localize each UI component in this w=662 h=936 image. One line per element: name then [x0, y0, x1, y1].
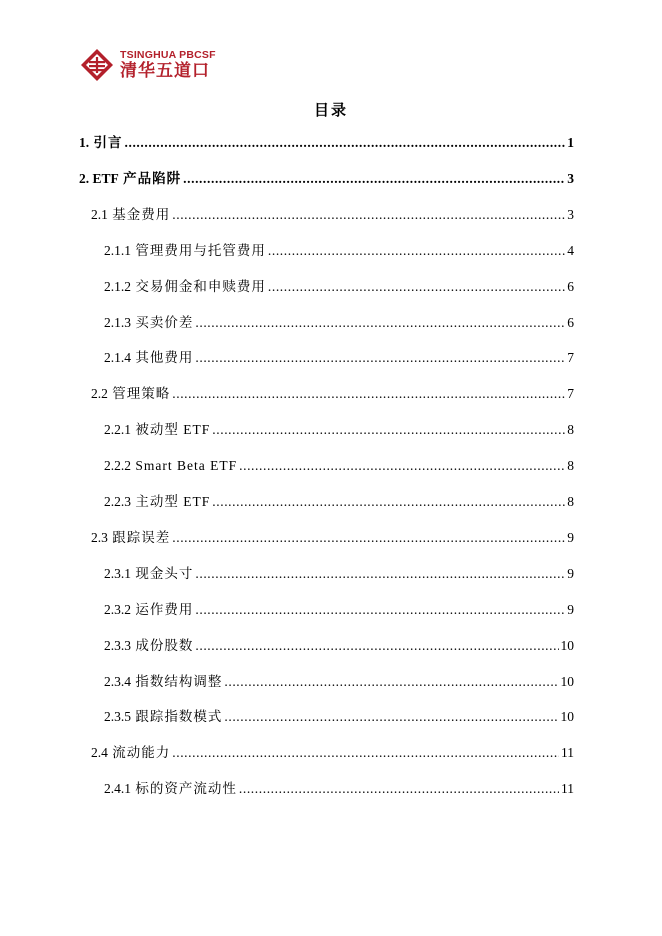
toc-entry-number: 1.	[79, 135, 90, 150]
toc-entry-number: 2.1.4	[104, 350, 131, 365]
toc-entry-number: 2.4	[91, 745, 108, 760]
toc-entry-text: 管理策略	[107, 386, 171, 401]
toc-entry[interactable]	[91, 528, 574, 548]
toc-entry-number: 2.2	[91, 386, 108, 401]
toc-dot-leader	[212, 420, 565, 440]
toc-entry-label	[104, 241, 266, 261]
logo-english-name: TSINGHUA PBCSF	[120, 48, 216, 61]
toc-page-number: 4	[567, 243, 574, 258]
toc-entry-text: 主动型 ETF	[131, 494, 211, 509]
toc-entry-label	[104, 492, 210, 512]
toc-dot-leader	[239, 456, 565, 476]
toc-entry-number: 2.3.1	[104, 566, 131, 581]
toc-entry[interactable]	[104, 456, 574, 476]
toc-entry-label	[104, 313, 193, 333]
toc-page-number: 8	[567, 458, 574, 473]
logo-text	[120, 50, 216, 81]
toc-page-number: 9	[567, 530, 574, 545]
toc-page-number: 3	[567, 207, 574, 222]
toc-entry-number: 2.4.1	[104, 781, 131, 796]
toc-entry[interactable]	[104, 636, 574, 656]
toc-entry-text: 跟踪指数模式	[131, 709, 223, 724]
toc-entry-label	[104, 600, 193, 620]
toc-dot-leader	[195, 313, 565, 333]
toc-page-number: 8	[567, 494, 574, 509]
toc-dot-leader	[224, 672, 558, 692]
toc-entry-number: 2.1	[91, 207, 108, 222]
toc-entry-text: 基金费用	[107, 207, 171, 222]
toc-entry[interactable]	[104, 672, 574, 692]
toc-entry-text: 其他费用	[131, 350, 194, 365]
toc-entry-number: 2.3.5	[104, 709, 131, 724]
toc-entry-number: 2.3	[91, 530, 108, 545]
toc-dot-leader	[212, 492, 565, 512]
toc-entry[interactable]	[104, 313, 574, 333]
toc-entry-label	[91, 205, 170, 225]
toc-entry-number: 2.2.1	[104, 422, 131, 437]
toc-entry-label	[104, 707, 222, 727]
toc-dot-leader	[172, 743, 559, 763]
toc-page-number: 6	[567, 279, 574, 294]
toc-entry-label	[104, 564, 193, 584]
toc-page-number: 10	[560, 638, 574, 653]
toc-entry[interactable]	[104, 241, 574, 261]
toc-entry[interactable]	[104, 277, 574, 297]
toc-entry-number: 2.3.4	[104, 674, 131, 689]
toc-entry-label	[91, 384, 170, 404]
toc-page-number: 7	[567, 386, 574, 401]
toc-entry-label	[79, 169, 181, 189]
toc-page-number: 9	[567, 566, 574, 581]
toc-dot-leader	[224, 707, 558, 727]
toc-entry-text: 买卖价差	[131, 315, 194, 330]
toc-entry-label	[104, 636, 193, 656]
toc-page-number: 10	[560, 709, 574, 724]
toc-entry-text: 被动型 ETF	[131, 422, 211, 437]
toc-entry[interactable]	[91, 205, 574, 225]
toc-title: 目录	[313, 101, 348, 119]
toc-entry-text: 交易佣金和申赎费用	[131, 279, 266, 294]
toc-page-number: 11	[561, 745, 574, 760]
toc-entry[interactable]	[104, 348, 574, 368]
toc-entry-number: 2.1.2	[104, 279, 131, 294]
toc-entry-label	[104, 672, 222, 692]
toc-entry-text: 流动能力	[107, 745, 171, 760]
toc-dot-leader	[172, 205, 565, 225]
toc-entry-text: 运作费用	[131, 602, 194, 617]
toc-dot-leader	[125, 133, 566, 153]
toc-entry[interactable]	[91, 384, 574, 404]
toc-dot-leader	[172, 528, 565, 548]
toc-entry-text: 管理费用与托管费用	[131, 243, 266, 258]
toc-page-number: 8	[567, 422, 574, 437]
toc-page-number: 11	[561, 781, 574, 796]
toc-dot-leader	[172, 384, 565, 404]
logo-chinese-name: 清华五道口	[120, 61, 210, 82]
toc-dot-leader	[183, 169, 565, 189]
toc-page-number: 10	[560, 674, 574, 689]
toc-page-number: 3	[567, 171, 574, 186]
toc-entry-text: 成份股数	[131, 638, 194, 653]
toc-dot-leader	[239, 779, 559, 799]
toc-entry-number: 2.1.1	[104, 243, 131, 258]
toc-entry[interactable]	[79, 169, 574, 189]
toc-page-number: 9	[567, 602, 574, 617]
toc-dot-leader	[268, 241, 565, 261]
toc-entry-label	[79, 133, 123, 153]
toc-entry[interactable]	[104, 564, 574, 584]
toc-page-number: 6	[567, 315, 574, 330]
toc-entry[interactable]	[104, 779, 574, 799]
toc-entry[interactable]	[91, 743, 574, 763]
toc-dot-leader	[195, 348, 565, 368]
toc-entry[interactable]	[104, 707, 574, 727]
toc-dot-leader	[195, 636, 558, 656]
toc-entry[interactable]	[104, 420, 574, 440]
toc-entry-label	[91, 743, 170, 763]
toc-entry-text: 产品陷阱	[118, 171, 182, 186]
toc-page-number: 7	[567, 350, 574, 365]
toc-entry-label	[91, 528, 170, 548]
toc-entry-number: 2.2.2	[104, 458, 131, 473]
toc-entry-text: Smart Beta ETF	[131, 458, 238, 473]
toc-dot-leader	[195, 564, 565, 584]
toc-entry[interactable]	[79, 133, 574, 153]
toc-entry-text: 引言	[89, 135, 123, 150]
toc-entry-label	[104, 779, 237, 799]
pbcsf-emblem-icon	[80, 48, 114, 82]
toc-entry-number: 2.3.3	[104, 638, 131, 653]
toc-entry-label	[104, 348, 193, 368]
toc-entry-label	[104, 277, 266, 297]
toc-entry-label	[104, 456, 237, 476]
toc-entry-label	[104, 420, 210, 440]
toc-entry[interactable]	[104, 600, 574, 620]
toc-entry-text: 标的资产流动性	[131, 781, 237, 796]
toc-dot-leader	[268, 277, 565, 297]
toc-entry[interactable]	[104, 492, 574, 512]
toc-dot-leader	[195, 600, 565, 620]
toc-entry-text: 指数结构调整	[131, 674, 223, 689]
toc-entry-number: 2.3.2	[104, 602, 131, 617]
toc-entry-number: 2. ETF	[79, 171, 119, 186]
toc-entry-text: 跟踪误差	[107, 530, 171, 545]
toc-page-number: 1	[567, 135, 574, 150]
toc-entry-number: 2.1.3	[104, 315, 131, 330]
tsinghua-pbcsf-logo	[80, 46, 216, 84]
toc-entry-text: 现金头寸	[131, 566, 194, 581]
toc-entry-number: 2.2.3	[104, 494, 131, 509]
